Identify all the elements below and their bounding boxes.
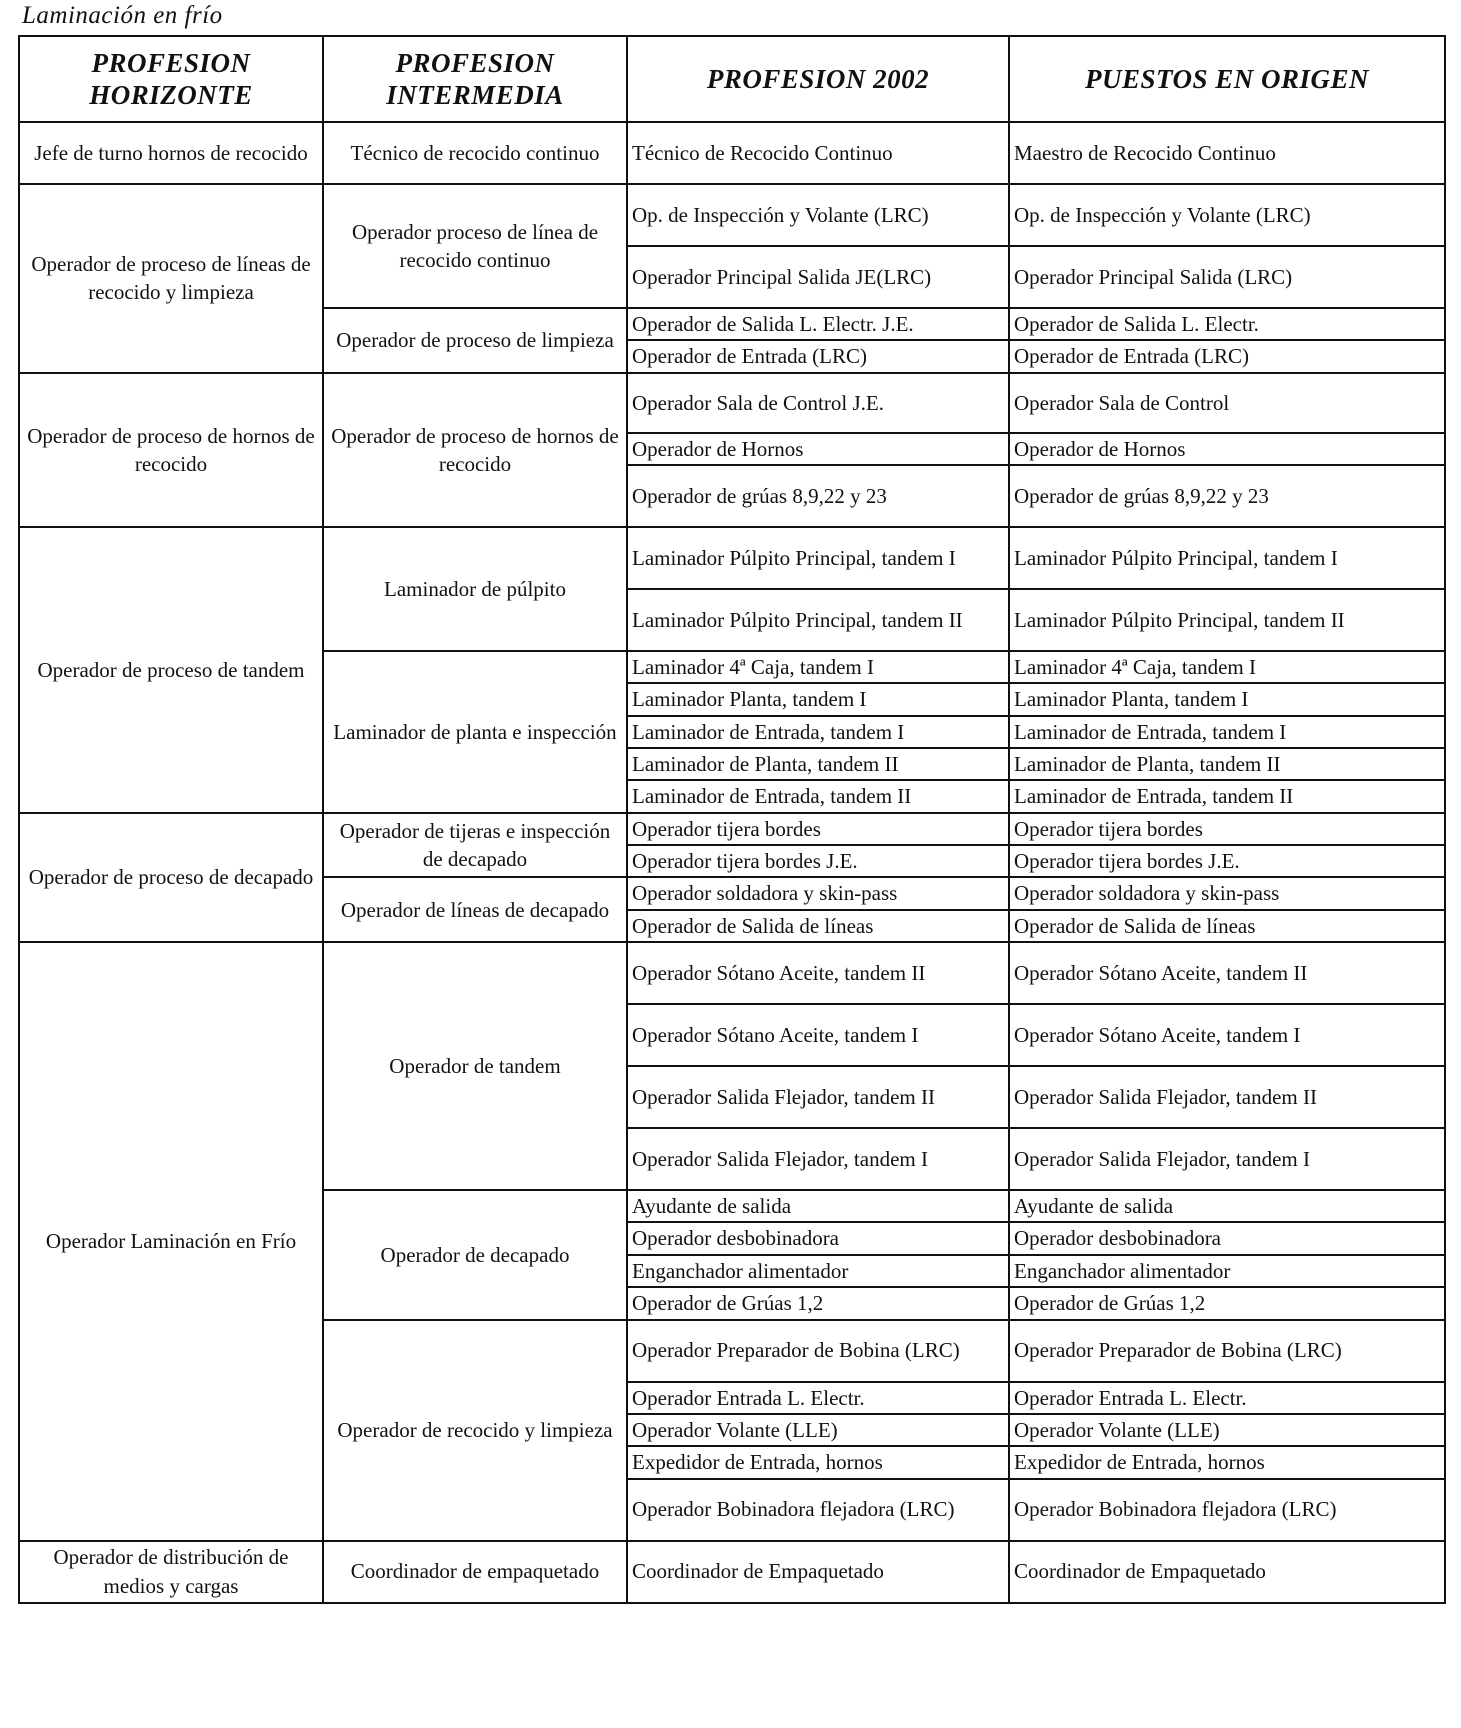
intermediate-cell: Técnico de recocido continuo xyxy=(323,122,627,184)
profession-2002-cell: Operador Principal Salida JE(LRC) xyxy=(627,246,1009,308)
profession-2002-cell: Coordinador de Empaquetado xyxy=(627,1541,1009,1603)
profession-2002-cell: Laminador Púlpito Principal, tandem II xyxy=(627,589,1009,651)
origin-post-cell: Laminador de Entrada, tandem II xyxy=(1009,780,1445,812)
profession-2002-cell: Operador desbobinadora xyxy=(627,1222,1009,1254)
header-profesion-2002: PROFESION 2002 xyxy=(627,36,1009,122)
profession-2002-cell: Operador de Entrada (LRC) xyxy=(627,340,1009,372)
profession-2002-cell: Operador Preparador de Bobina (LRC) xyxy=(627,1320,1009,1382)
profession-2002-cell: Operador Bobinadora flejadora (LRC) xyxy=(627,1479,1009,1541)
intermediate-cell: Operador proceso de línea de recocido continuo xyxy=(323,184,627,308)
origin-post-cell: Laminador Púlpito Principal, tandem II xyxy=(1009,589,1445,651)
intermediate-cell: Operador de tijeras e inspección de decapado xyxy=(323,813,627,878)
horizon-cell: Operador de proceso de decapado xyxy=(19,813,323,942)
origin-post-cell: Operador de Salida L. Electr. xyxy=(1009,308,1445,340)
header-row xyxy=(19,36,1445,122)
origin-post-cell: Operador Salida Flejador, tandem I xyxy=(1009,1128,1445,1190)
origin-post-cell: Operador Volante (LLE) xyxy=(1009,1414,1445,1446)
origin-post-cell: Laminador de Planta, tandem II xyxy=(1009,748,1445,780)
profession-2002-cell: Laminador de Entrada, tandem I xyxy=(627,716,1009,748)
profession-2002-cell: Operador de Hornos xyxy=(627,433,1009,465)
origin-post-cell: Expedidor de Entrada, hornos xyxy=(1009,1446,1445,1478)
origin-post-cell: Operador de grúas 8,9,22 y 23 xyxy=(1009,465,1445,527)
origin-post-cell: Operador Sótano Aceite, tandem I xyxy=(1009,1004,1445,1066)
horizon-cell: Jefe de turno hornos de recocido xyxy=(19,122,323,184)
intermediate-cell: Operador de decapado xyxy=(323,1190,627,1319)
origin-post-cell: Op. de Inspección y Volante (LRC) xyxy=(1009,184,1445,246)
profession-2002-cell: Laminador Púlpito Principal, tandem I xyxy=(627,527,1009,589)
profession-2002-cell: Operador Sótano Aceite, tandem I xyxy=(627,1004,1009,1066)
origin-post-cell: Operador Bobinadora flejadora (LRC) xyxy=(1009,1479,1445,1541)
profession-2002-cell: Operador Entrada L. Electr. xyxy=(627,1382,1009,1414)
horizon-cell: Operador de proceso de hornos de recocido xyxy=(19,373,323,527)
intermediate-cell: Laminador de púlpito xyxy=(323,527,627,651)
origin-post-cell: Operador desbobinadora xyxy=(1009,1222,1445,1254)
profession-2002-cell: Operador tijera bordes J.E. xyxy=(627,845,1009,877)
origin-post-cell: Operador de Grúas 1,2 xyxy=(1009,1287,1445,1319)
intermediate-cell: Operador de tandem xyxy=(323,942,627,1190)
origin-post-cell: Laminador Planta, tandem I xyxy=(1009,683,1445,715)
origin-post-cell: Enganchador alimentador xyxy=(1009,1255,1445,1287)
origin-post-cell: Operador Salida Flejador, tandem II xyxy=(1009,1066,1445,1128)
profession-2002-cell: Operador de Grúas 1,2 xyxy=(627,1287,1009,1319)
intermediate-cell: Operador de recocido y limpieza xyxy=(323,1320,627,1541)
intermediate-cell: Operador de líneas de decapado xyxy=(323,877,627,942)
profession-2002-cell: Técnico de Recocido Continuo xyxy=(627,122,1009,184)
intermediate-cell: Operador de proceso de hornos de recocido xyxy=(323,373,627,527)
origin-post-cell: Operador Entrada L. Electr. xyxy=(1009,1382,1445,1414)
profession-2002-cell: Operador de Salida L. Electr. J.E. xyxy=(627,308,1009,340)
intermediate-cell: Operador de proceso de limpieza xyxy=(323,308,627,373)
profession-2002-cell: Operador tijera bordes xyxy=(627,813,1009,845)
origin-post-cell: Operador Preparador de Bobina (LRC) xyxy=(1009,1320,1445,1382)
profession-2002-cell: Laminador de Entrada, tandem II xyxy=(627,780,1009,812)
table-row xyxy=(19,373,1445,433)
origin-post-cell: Operador de Hornos xyxy=(1009,433,1445,465)
profession-table xyxy=(18,35,1446,1604)
origin-post-cell: Laminador de Entrada, tandem I xyxy=(1009,716,1445,748)
origin-post-cell: Operador Principal Salida (LRC) xyxy=(1009,246,1445,308)
origin-post-cell: Operador tijera bordes xyxy=(1009,813,1445,845)
profession-2002-cell: Operador de grúas 8,9,22 y 23 xyxy=(627,465,1009,527)
profession-2002-cell: Operador soldadora y skin-pass xyxy=(627,877,1009,909)
profession-2002-cell: Operador Salida Flejador, tandem I xyxy=(627,1128,1009,1190)
table-row xyxy=(19,184,1445,246)
origin-post-cell: Operador de Salida de líneas xyxy=(1009,910,1445,942)
origin-post-cell: Laminador 4ª Caja, tandem I xyxy=(1009,651,1445,683)
origin-post-cell: Operador tijera bordes J.E. xyxy=(1009,845,1445,877)
profession-2002-cell: Laminador Planta, tandem I xyxy=(627,683,1009,715)
header-profesion-horizonte: PROFESION HORIZONTE xyxy=(19,36,323,122)
intermediate-cell: Coordinador de empaquetado xyxy=(323,1541,627,1603)
profession-2002-cell: Laminador de Planta, tandem II xyxy=(627,748,1009,780)
profession-2002-cell: Ayudante de salida xyxy=(627,1190,1009,1222)
origin-post-cell: Operador Sótano Aceite, tandem II xyxy=(1009,942,1445,1004)
horizon-cell: Operador Laminación en Frío xyxy=(19,942,323,1540)
origin-post-cell: Operador de Entrada (LRC) xyxy=(1009,340,1445,372)
profession-2002-cell: Operador Salida Flejador, tandem II xyxy=(627,1066,1009,1128)
table-row xyxy=(19,1541,1445,1603)
profession-2002-cell: Operador Sala de Control J.E. xyxy=(627,373,1009,433)
header-puestos-en-origen: PUESTOS EN ORIGEN xyxy=(1009,36,1445,122)
profession-2002-cell: Operador Volante (LLE) xyxy=(627,1414,1009,1446)
origin-post-cell: Laminador Púlpito Principal, tandem I xyxy=(1009,527,1445,589)
table-row xyxy=(19,122,1445,184)
origin-post-cell: Coordinador de Empaquetado xyxy=(1009,1541,1445,1603)
header-profesion-intermedia: PROFESION INTERMEDIA xyxy=(323,36,627,122)
profession-2002-cell: Enganchador alimentador xyxy=(627,1255,1009,1287)
profession-2002-cell: Expedidor de Entrada, hornos xyxy=(627,1446,1009,1478)
horizon-cell: Operador de proceso de líneas de recocido y limpieza xyxy=(19,184,323,373)
origin-post-cell: Ayudante de salida xyxy=(1009,1190,1445,1222)
profession-2002-cell: Op. de Inspección y Volante (LRC) xyxy=(627,184,1009,246)
origin-post-cell: Operador soldadora y skin-pass xyxy=(1009,877,1445,909)
table-row xyxy=(19,527,1445,589)
table-caption: Laminación en frío xyxy=(22,2,223,29)
origin-post-cell: Maestro de Recocido Continuo xyxy=(1009,122,1445,184)
table-row xyxy=(19,942,1445,1004)
intermediate-cell: Laminador de planta e inspección xyxy=(323,651,627,813)
table-row xyxy=(19,813,1445,845)
profession-2002-cell: Operador de Salida de líneas xyxy=(627,910,1009,942)
profession-2002-cell: Laminador 4ª Caja, tandem I xyxy=(627,651,1009,683)
horizon-cell: Operador de distribución de medios y cargas xyxy=(19,1541,323,1603)
horizon-cell: Operador de proceso de tandem xyxy=(19,527,323,813)
profession-2002-cell: Operador Sótano Aceite, tandem II xyxy=(627,942,1009,1004)
origin-post-cell: Operador Sala de Control xyxy=(1009,373,1445,433)
